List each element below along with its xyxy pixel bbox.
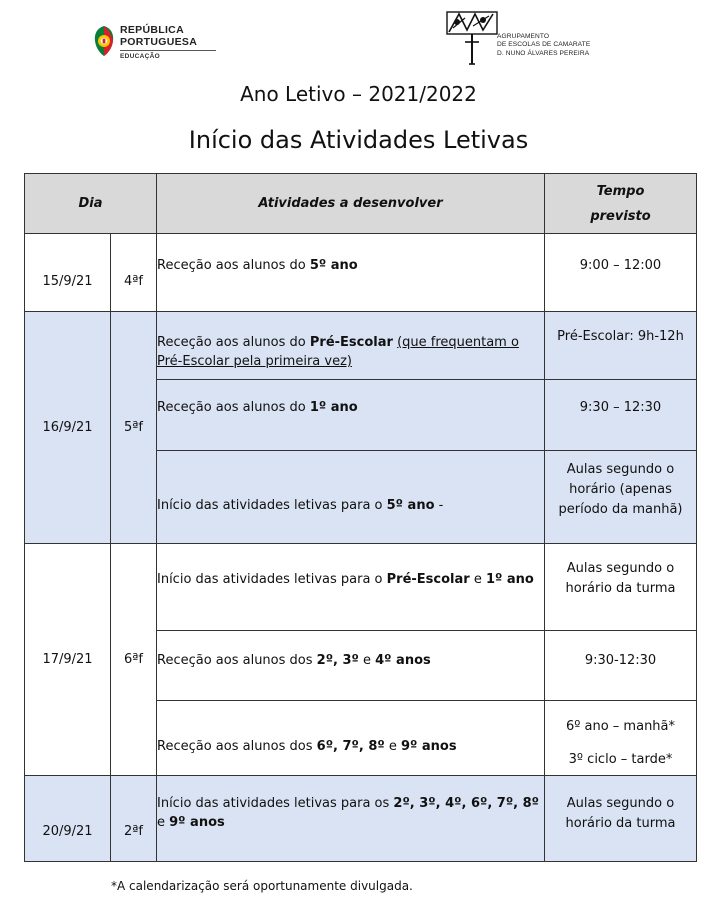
activity-text: - bbox=[434, 498, 444, 513]
schedule-body bbox=[25, 234, 697, 862]
activity-text: Início das atividades letivas para o bbox=[157, 498, 387, 513]
table-row bbox=[25, 312, 697, 380]
activity-cell bbox=[157, 631, 545, 701]
activity-text: 9º anos bbox=[400, 739, 457, 754]
activity-text: Receção aos alunos do bbox=[157, 258, 310, 273]
logo-line-portuguesa: PORTUGUESA bbox=[120, 36, 198, 48]
logo-line-educacao: EDUCAÇÃO bbox=[120, 53, 160, 60]
activity-text: 2º, 3º, 4º, 6º, 7º, 8º bbox=[393, 796, 540, 811]
activity-cell bbox=[157, 451, 545, 544]
time-cell bbox=[545, 701, 697, 776]
activity-text: 6º, 7º, 8º bbox=[316, 739, 385, 754]
time-line: 3º ciclo – tarde* bbox=[568, 752, 673, 767]
activity-text: e bbox=[384, 739, 401, 754]
time-line: horário da turma bbox=[565, 816, 676, 831]
activity-text: 4º anos bbox=[375, 653, 431, 668]
header-activities: Atividades a desenvolver bbox=[157, 174, 545, 234]
logo-line-agrupamento: AGRUPAMENTO bbox=[497, 33, 550, 40]
activity-cell bbox=[157, 312, 545, 380]
activity-cell bbox=[157, 701, 545, 776]
activity-text: (que frequentam o Pré-Escolar pela primeira vez) bbox=[157, 335, 519, 369]
schedule-table bbox=[24, 173, 697, 862]
nuno-alvares-knight-icon bbox=[445, 8, 503, 68]
activity-text: Pré-Escolar bbox=[309, 335, 393, 350]
weekday-cell: 5ªf bbox=[111, 312, 157, 544]
republica-portuguesa-logo bbox=[92, 22, 222, 68]
activity-text: Pré-Escolar bbox=[386, 572, 470, 587]
logo-line-escolas: DE ESCOLAS DE CAMARATE bbox=[497, 41, 591, 49]
activity-cell bbox=[157, 544, 545, 631]
time-line: horário (apenas bbox=[569, 482, 672, 497]
time-cell bbox=[545, 451, 697, 544]
activity-text: e bbox=[157, 815, 170, 830]
time-cell bbox=[545, 380, 697, 451]
activity-text: 9º anos bbox=[169, 815, 225, 830]
time-cell bbox=[545, 631, 697, 701]
activity-cell bbox=[157, 380, 545, 451]
date-cell: 17/9/21 bbox=[25, 544, 111, 776]
time-line: Aulas segundo o bbox=[566, 796, 675, 811]
time-line: período da manhã) bbox=[558, 502, 683, 517]
header-time bbox=[545, 174, 697, 234]
date-cell: 15/9/21 bbox=[25, 234, 111, 312]
weekday-cell: 6ªf bbox=[111, 544, 157, 776]
header-time-line1: Tempo bbox=[596, 183, 645, 199]
weekday-cell: 4ªf bbox=[111, 234, 157, 312]
activity-text: Início das atividades letivas para os bbox=[157, 796, 394, 811]
time-line: Aulas segundo o bbox=[566, 462, 675, 477]
activity-text: 2º, 3º bbox=[316, 653, 359, 668]
date-cell: 16/9/21 bbox=[25, 312, 111, 544]
table-header-row bbox=[25, 174, 697, 234]
logo-divider bbox=[120, 50, 216, 51]
activity-text: 1º ano bbox=[309, 400, 358, 415]
table-row bbox=[25, 234, 697, 312]
logo-line-republica: REPÚBLICA bbox=[120, 24, 184, 36]
activity-text: Início das atividades letivas para o bbox=[157, 572, 387, 587]
activity-text: e bbox=[469, 572, 486, 587]
activity-text: Receção aos alunos dos bbox=[157, 653, 317, 668]
logo-line-nuno: D. NUNO ÁLVARES PEREIRA bbox=[497, 49, 590, 57]
weekday-cell: 2ªf bbox=[111, 776, 157, 862]
time-cell bbox=[545, 776, 697, 862]
activity-cell bbox=[157, 776, 545, 862]
activity-cell bbox=[157, 234, 545, 312]
time-line: 9:30-12:30 bbox=[584, 653, 657, 668]
activity-text: 1º ano bbox=[485, 572, 534, 587]
school-year-title: Ano Letivo – 2021/2022 bbox=[240, 82, 477, 106]
activity-text: Receção aos alunos do bbox=[157, 400, 310, 415]
header-time-line2: previsto bbox=[590, 208, 651, 224]
portugal-emblem-icon bbox=[92, 24, 116, 58]
time-cell bbox=[545, 312, 697, 380]
time-cell bbox=[545, 234, 697, 312]
activity-text: 5º ano bbox=[386, 498, 435, 513]
activity-text: 5º ano bbox=[309, 258, 358, 273]
table-row bbox=[25, 544, 697, 631]
page-title: Início das Atividades Letivas bbox=[188, 126, 529, 154]
header-day: Dia bbox=[25, 174, 157, 234]
activity-text: Receção aos alunos do bbox=[157, 335, 310, 350]
activity-text: Receção aos alunos dos bbox=[157, 739, 317, 754]
time-line: horário da turma bbox=[565, 581, 676, 596]
footnote: *A calendarização será oportunamente divulgada. bbox=[111, 879, 413, 893]
time-line: 9:30 – 12:30 bbox=[579, 400, 662, 415]
time-line: Aulas segundo o bbox=[566, 561, 675, 576]
table-row bbox=[25, 776, 697, 862]
date-cell: 20/9/21 bbox=[25, 776, 111, 862]
agrupamento-logo bbox=[445, 8, 605, 68]
time-line: 6º ano – manhã* bbox=[565, 719, 676, 734]
time-line: Pré-Escolar: 9h-12h bbox=[557, 329, 684, 344]
activity-text: e bbox=[358, 653, 376, 668]
time-line: 9:00 – 12:00 bbox=[579, 258, 662, 273]
time-cell bbox=[545, 544, 697, 631]
